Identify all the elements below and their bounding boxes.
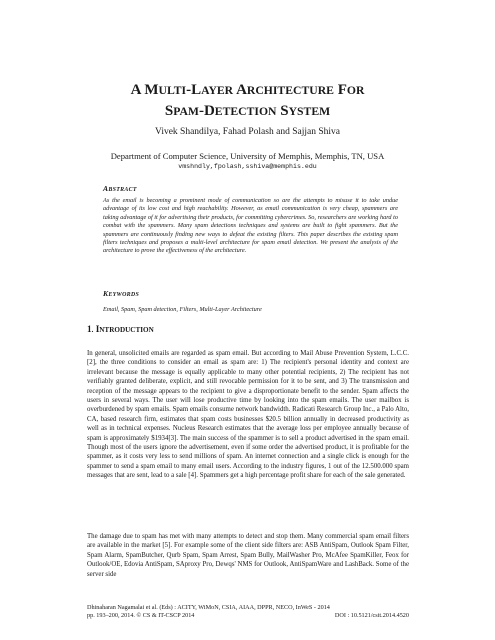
abstract-text: As the email is becoming a prominent mode of communication so are the attempts to misuse it to take undue advantage of its low cost and high reachability. However, as email communication is very cheap, spammers are taking advantage of it for advertising their products, for committing cybercrimes. So, researchers are working hard to combat with the spammers. Many spam detections techniques and systems are built to fight spammers. But the spammers are continuously finding new ways to defeat the existing filters. This paper describes the existing spam filters techniques and proposes a multi-level architecture for spam email detection. We present the analysis of the architecture to prove the effectiveness of the architecture. <box>103 197 398 255</box>
authors: Vivek Shandilya, Fahad Polash and Sajjan Shiva <box>155 127 340 137</box>
affiliation: Department of Computer Science, University of Memphis, Memphis, TN, USA <box>110 151 385 161</box>
abstract-heading: ABSTRACT <box>103 184 137 193</box>
footer-citation: Dhinaharan Nagamalai et al. (Eds) : ACITY, WiMoN, CSIA, AIAA, DPPR, NECO, InWeS - 2014 <box>87 604 330 611</box>
footer-row <box>87 612 409 620</box>
intro-paragraph-1: In general, unsolicited emails are regarded as spam email. But according to Mail Abuse Prevention System, L.C.C. [2], the three conditions to consider an email as spam are: 1) The recipient's personal identity and context are irrelevant because the message is equally applicable to many other potential recipients, 2) The recipient has not verifiably granted deliberate, explicit, and still revocable permission for it to be sent, and 3) The transmission and reception of the message appears to the recipient to give a disproportionate benefit to the sender. Spam affects the users in several ways. The user will lose productive time by looking into the spam emails. The user mailbox is overburdened by spam emails. Spam emails consume network bandwidth. Radicati Research Group Inc., a Palo Alto, CA, based research firm, estimates that spam costs businesses $20.5 billion annually in decreased productivity as well as in technical expenses. Nucleus Research estimates that the average loss per employee annually because of spam is approximately $1934[3]. The main success of the spammer is to sell a product advertised in the spam email. Though most of the users ignore the advertisement, even if some order the advertised product, it is profitable for the spammer, as it costs very less to send millions of spam. An internet connection and a single click is enough for the spammer to send a spam email to many email users. According to the industry figures, 1 out of the 12.500.000 spam messages that are sent, lead to a sale [4]. Spammers get a high percentage profit share for each of the sale generated. <box>87 350 409 480</box>
title-line-2: SPAM-DETECTION SYSTEM <box>164 103 331 119</box>
footer-doi: DOI : 10.5121/csit.2014.4520 <box>334 612 409 620</box>
keywords-heading: KEYWORDS <box>103 289 140 298</box>
author-emails: vmshndly,fpolash,sshiva@memphis.edu <box>178 163 317 170</box>
footer-pages: pp. 193–200, 2014. © CS & IT-CSCP 2014 <box>87 612 195 620</box>
intro-paragraph-2: The damage due to spam has met with many attempts to detect and stop them. Many commercial spam email filters are available in the market [5]. For example some of the client side filters are: ASB AntiSpam, Outlook Spam Filter, Spam Alarm, SpamButcher, Qurb Spam, Spam Arrest, Spam Bully, MailWasher Pro, McAfee SpamKiller, Feox for Outlook/OE, Edovia AntiSpam, SAproxy Pro, Dewqs' NMS for Outlook, AntiSpamWare and LashBack. Some of the server side <box>87 533 409 578</box>
page-footer <box>87 604 409 621</box>
keywords-text: Email, Spam, Spam detection, Filters, Multi-Layer Architecture <box>103 306 262 313</box>
title-line-1: A MULTI-LAYER ARCHITECTURE FOR <box>130 82 365 98</box>
paper-title <box>40 80 455 122</box>
section-heading-introduction: 1. INTRODUCTION <box>87 324 154 334</box>
